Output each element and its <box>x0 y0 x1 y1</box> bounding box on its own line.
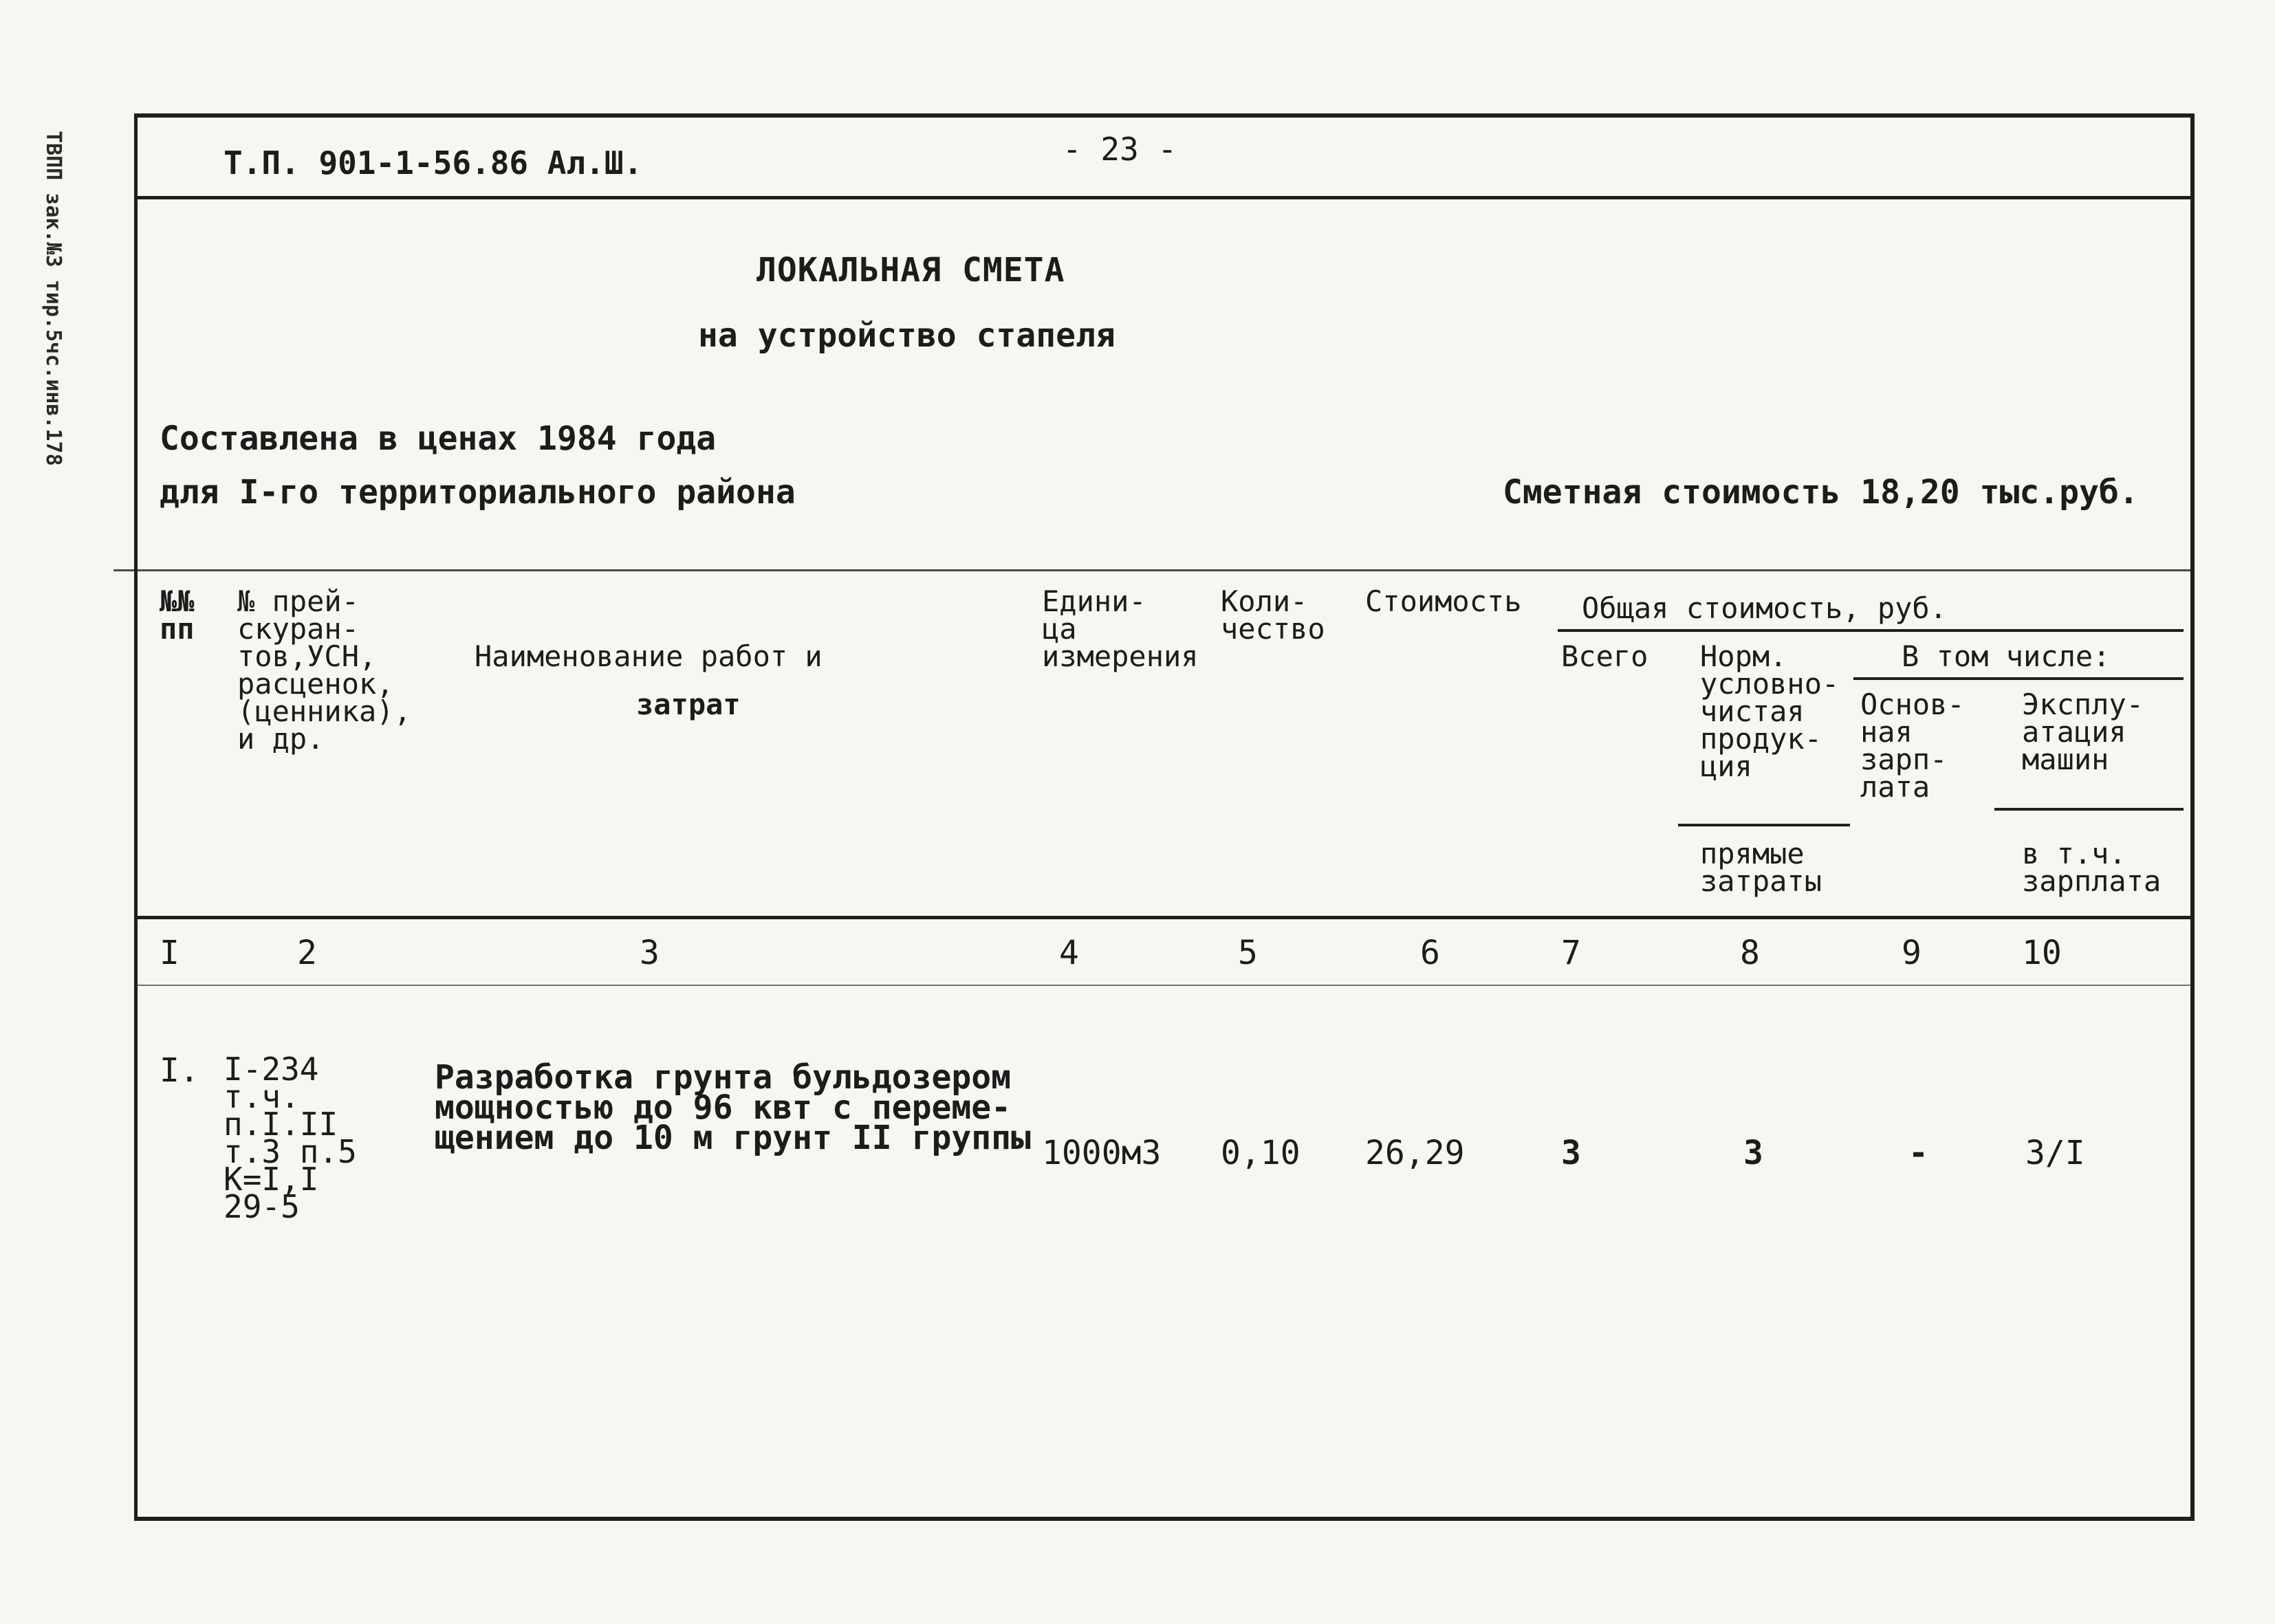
header-bottom-rule <box>134 916 2191 919</box>
header-col-machines-sub: в т.ч. зарплата <box>2022 837 2162 898</box>
row-machines: 3/I <box>2025 1134 2085 1172</box>
row-salary: - <box>1908 1134 1928 1172</box>
document-code: Т.П. 901-1-56.86 Ал.Ш. <box>224 144 643 182</box>
column-number-3: 3 <box>640 934 660 972</box>
table-top-rule <box>113 569 2190 571</box>
column-number-8: 8 <box>1740 934 1760 972</box>
header-divider <box>134 196 2191 199</box>
including-underline <box>1853 677 2184 680</box>
column-number-9: 9 <box>1902 934 1922 972</box>
header-col-norm: Норм. условно- чистая продук- ция <box>1700 639 1840 783</box>
column-number-6: 6 <box>1420 934 1440 972</box>
column-number-2: 2 <box>297 934 317 972</box>
machines-sub-rule <box>1994 808 2184 811</box>
region-line: для I-го территориального района <box>160 473 796 512</box>
column-number-4: 4 <box>1059 934 1079 972</box>
column-number-10: 10 <box>2022 934 2062 972</box>
row-work-name: Разработка грунта бульдозером мощностью до 96 квт с переме- щением до 10 м грунт II группы <box>435 1058 1031 1157</box>
header-col-name-line2: затрат <box>636 688 741 721</box>
header-col-number: №№ пп <box>160 584 195 646</box>
header-col-total: Всего <box>1561 639 1648 673</box>
header-col-norm-sub: прямые затраты <box>1700 837 1822 898</box>
row-cost: 26,29 <box>1365 1134 1465 1172</box>
header-col-name-line1: Наименование работ и <box>475 639 823 673</box>
header-col-unit: Едини- ца измерения <box>1042 584 1199 673</box>
column-number-5: 5 <box>1238 934 1258 972</box>
margin-stamp: ТВПП зак.№3 тир.5чс.инв.178 <box>41 131 65 466</box>
total-cost-underline <box>1558 629 2184 632</box>
header-col-quantity: Коли- чество <box>1221 584 1325 646</box>
header-total-group: Общая стоимость, руб. <box>1582 591 1948 625</box>
row-number: I. <box>160 1051 199 1090</box>
row-norm: 3 <box>1743 1134 1763 1172</box>
column-number-1: I <box>160 934 179 972</box>
row-quantity: 0,10 <box>1221 1134 1300 1172</box>
header-col-cost: Стоимость <box>1365 584 1522 618</box>
column-numbers-rule <box>134 985 2191 986</box>
estimated-cost: Сметная стоимость 18,20 тыс.руб. <box>1503 473 2139 512</box>
row-price-ref: I-234 т.ч. п.I.II т.3 п.5 К=I,I 29-5 <box>224 1051 357 1225</box>
column-number-7: 7 <box>1561 934 1581 972</box>
header-col-salary: Основ- ная зарп- лата <box>1860 688 1965 804</box>
page-number: - 23 - <box>1063 131 1177 168</box>
norm-sub-rule <box>1678 824 1850 826</box>
header-including-group: В том числе: <box>1902 639 2111 673</box>
document-subtitle: на устройство стапеля <box>698 316 1115 355</box>
header-col-price-ref: № прей- скуран- тов,УСН, расценок, (ценника), и др. <box>237 584 411 756</box>
row-unit: 1000м3 <box>1042 1134 1162 1172</box>
row-total: 3 <box>1561 1134 1581 1172</box>
document-frame <box>134 113 2195 1521</box>
document-title: ЛОКАЛЬНАЯ СМЕТА <box>756 251 1065 289</box>
header-col-machines: Эксплу- атация машин <box>2022 688 2144 776</box>
prices-line: Составлена в ценах 1984 года <box>160 419 717 458</box>
